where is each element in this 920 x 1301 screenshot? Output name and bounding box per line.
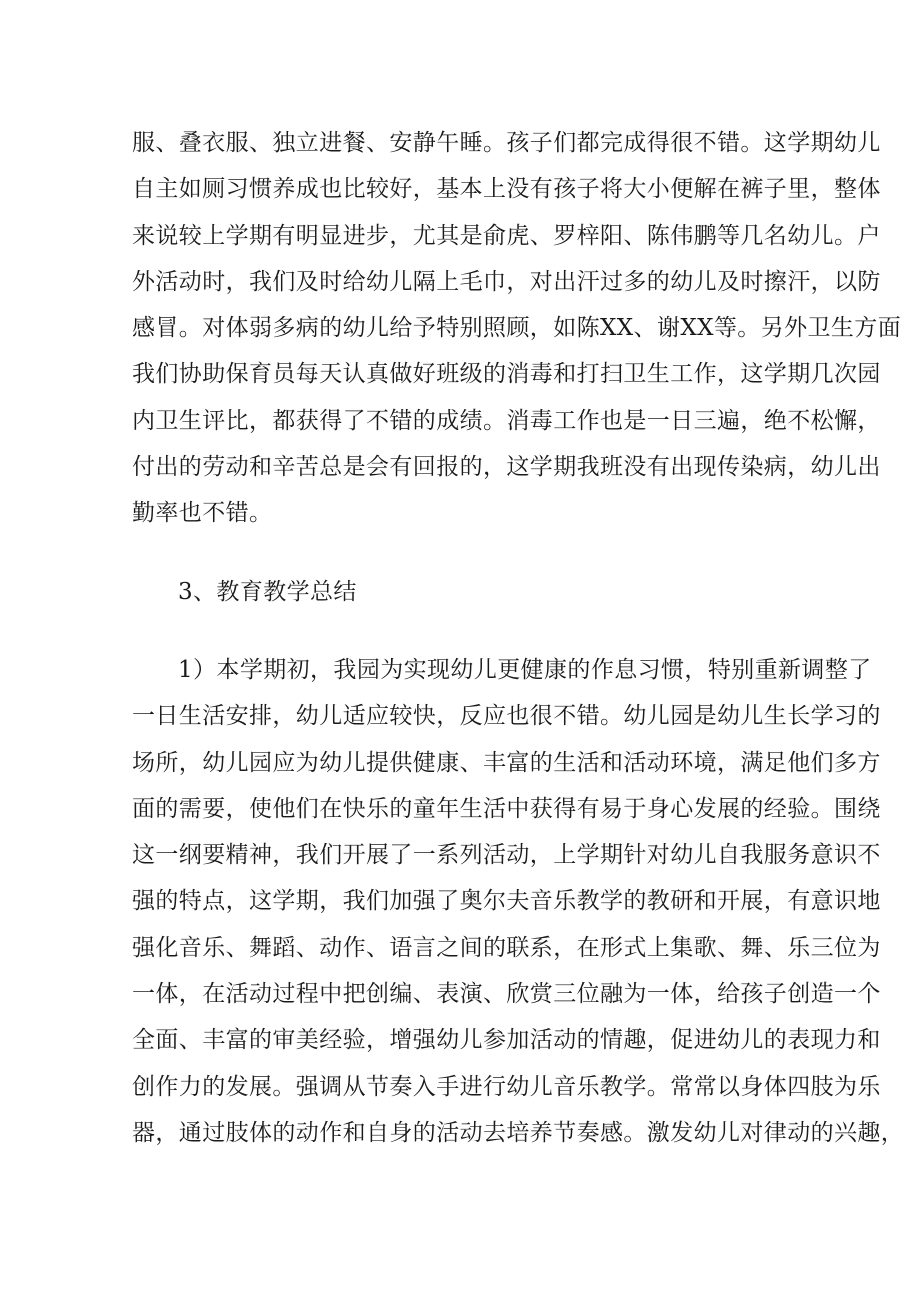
text-line: 自主如厕习惯养成也比较好，基本上没有孩子将大小便解在裤子里，整体: [132, 176, 881, 203]
text-line: 一日生活安排，幼儿适应较快，反应也很不错。幼儿园是幼儿生长学习的: [132, 703, 881, 730]
paragraph-gap: [132, 615, 800, 647]
text-line: 器，通过肢体的动作和自身的活动去培养节奏感。激发幼儿对律动的兴趣，: [132, 1119, 905, 1146]
text-line: 付出的劳动和辛苦总是会有回报的，这学期我班没有出现传染病，幼儿出: [132, 454, 881, 481]
paragraph-gap: [132, 537, 800, 569]
text-line: 1）本学期初，我园为实现幼儿更健康的作息习惯，特别重新调整了: [178, 656, 872, 683]
text-line: 创作力的发展。强调从节奏入手进行幼儿音乐教学。常常以身体四肢为乐: [132, 1073, 881, 1100]
text-line: 场所，幼儿园应为幼儿提供健康、丰富的生活和活动环境，满足他们多方: [132, 749, 881, 776]
text-line: 我们协助保育员每天认真做好班级的消毒和打扫卫生工作，这学期几次园: [132, 361, 881, 388]
text-line: 强化音乐、舞蹈、动作、语言之间的联系，在形式上集歌、舞、乐三位为: [132, 934, 881, 961]
text-line: 一体，在活动过程中把创编、表演、欣赏三位融为一体，给孩子创造一个: [132, 981, 881, 1008]
text-line: 全面、丰富的审美经验，增强幼儿参加活动的情趣，促进幼儿的表现力和: [132, 1027, 881, 1054]
text-line: 服、叠衣服、独立进餐、安静午睡。孩子们都完成得很不错。这学期幼儿: [132, 130, 881, 156]
section-heading: 3、教育教学总结: [178, 578, 357, 605]
text-line: 外活动时，我们及时给幼儿隔上毛巾，对出汗过多的幼儿及时擦汗，以防: [132, 268, 881, 295]
text-line: 面的需要，使他们在快乐的童年生活中获得有易于身心发展的经验。围绕: [132, 795, 881, 822]
text-line: 感冒。对体弱多病的幼儿给予特别照顾，如陈XX、谢XX等。另外卫生方面: [132, 315, 902, 342]
document-body: [132, 120, 905, 1156]
text-line: 强的特点，这学期，我们加强了奥尔夫音乐教学的教研和开展，有意识地: [132, 888, 881, 915]
text-line: 来说较上学期有明显进步，尤其是俞虎、罗梓阳、陈伟鹏等几名幼儿。户: [132, 222, 881, 249]
text-line: 内卫生评比，都获得了不错的成绩。消毒工作也是一日三遍，绝不松懈，: [132, 407, 881, 434]
text-line: 勤率也不错。: [132, 500, 273, 527]
paragraph-hygiene: [132, 120, 902, 537]
paragraph-teaching-summary: [132, 647, 905, 1156]
text-line: 这一纲要精神，我们开展了一系列活动，上学期针对幼儿自我服务意识不: [132, 842, 881, 869]
